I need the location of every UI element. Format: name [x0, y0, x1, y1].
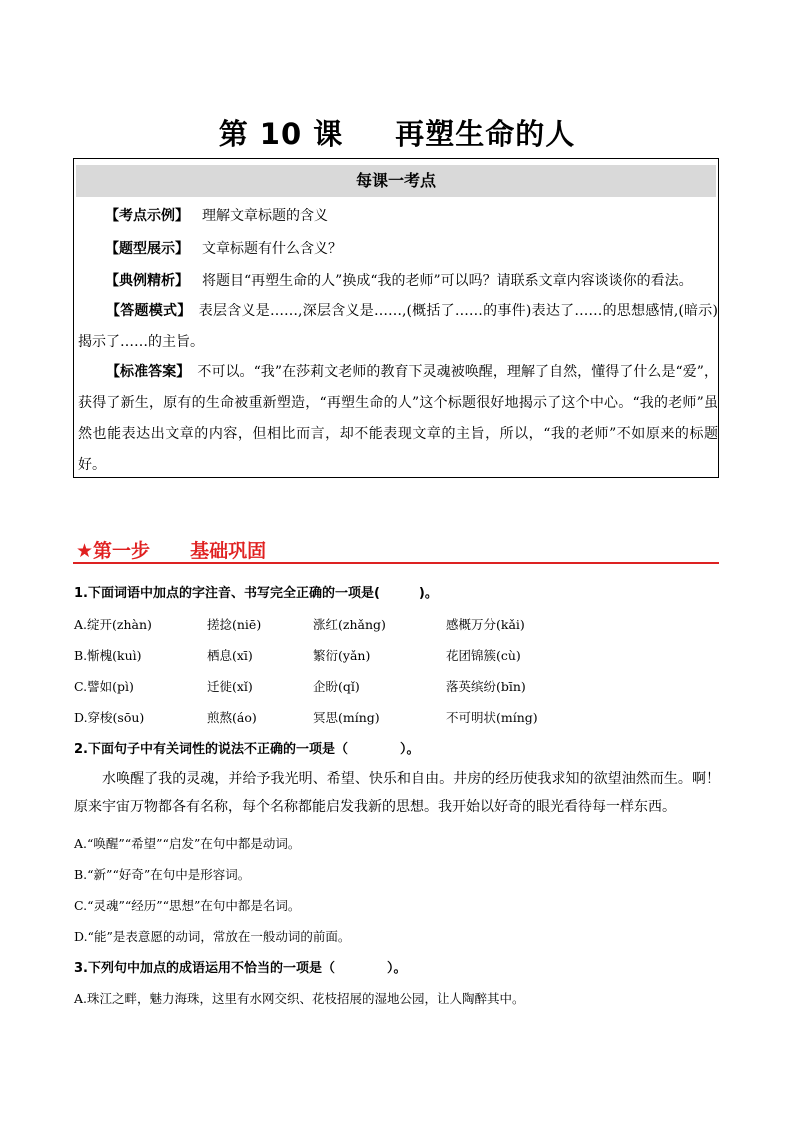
q2-option-a: A.“唤醒”“希望”“启发”在句中都是动词。	[74, 836, 301, 851]
step1-name: 基础巩固	[190, 540, 267, 562]
q1-option: 搓捻(niē)	[207, 617, 262, 632]
q1-option: B.惭槐(kuì)	[74, 648, 142, 663]
star-icon: ★	[76, 540, 94, 562]
mode-text: 表层含义是……,深层含义是……,(概括了……的事件)表达了……的思想感情,(暗示)揭示了……的主旨。	[78, 303, 719, 350]
type-text: 文章标题有什么含义？	[202, 241, 342, 257]
q1-option: D.穿梭(sōu)	[74, 710, 145, 725]
q1-option: A.绽开(zhàn)	[74, 617, 152, 632]
q1-option: 涨红(zhǎng)	[313, 617, 386, 632]
step1-label: 第一步	[93, 540, 151, 562]
q1-option: 不可明状(míng)	[446, 710, 538, 725]
q1-option: 落英缤纷(bīn)	[446, 679, 526, 694]
q1-option: 花团锦簇(cù)	[446, 648, 521, 663]
answer-label: 【标准答案】	[106, 364, 184, 380]
page-title	[0, 112, 794, 153]
example-text: 理解文章标题的含义	[202, 208, 328, 224]
q1-option: 栖息(xī)	[207, 648, 253, 663]
q3-stem: 3.下列句中加点的成语运用不恰当的一项是（ ）。	[74, 961, 407, 976]
mode-label: 【答题模式】	[106, 303, 185, 319]
q1-option: 繁衍(yǎn)	[313, 648, 371, 663]
lesson-name: 再塑生命的人	[395, 117, 576, 151]
q1-option: 企盼(qǐ)	[313, 679, 360, 694]
q2-option-d: D.“能”是表意愿的动词，常放在一般动词的前面。	[74, 929, 351, 944]
step1-heading	[76, 536, 266, 563]
q1-stem: 1.下面词语中加点的字注音、书写完全正确的一项是( )。	[74, 586, 438, 601]
lesson-number: 第 10 课	[218, 117, 344, 151]
q2-option-c: C.“灵魂”“经历”“思想”在句中都是名词。	[74, 898, 301, 913]
sample-text: 将题目“再塑生命的人”换成“我的老师”可以吗？请联系文章内容谈谈你的看法。	[202, 273, 693, 289]
kaodian-heading: 每课一考点	[76, 165, 716, 197]
q1-option: 冥思(míng)	[313, 710, 380, 725]
answer-text: 不可以。“我”在莎莉文老师的教育下灵魂被唤醒，理解了自然，懂得了什么是“爱”，获得了新生，原有的生命被重新塑造，“再塑生命的人”这个标题很好地揭示了这个中心。“我的老师”虽然也能表达出文章的内容，但相比而言，却不能表现文章的主旨，所以，“我的老师”不如原来的标题好。	[78, 364, 719, 473]
type-label: 【题型展示】	[105, 241, 189, 257]
example-label: 【考点示例】	[105, 208, 189, 224]
kaodian-example	[74, 201, 720, 231]
q1-option: 感概万分(kǎi)	[446, 617, 525, 632]
kaodian-mode	[78, 296, 718, 358]
q2-stem: 2.下面句子中有关词性的说法不正确的一项是（ ）。	[74, 742, 420, 757]
q1-option: 煎熬(áo)	[207, 710, 257, 725]
q2-option-b: B.“新”“好奇”在句中是形容词。	[74, 867, 251, 882]
kaodian-answer	[78, 357, 718, 481]
sample-label: 【典例精析】	[105, 273, 189, 289]
kaodian-sample	[74, 266, 720, 296]
q1-option: 迁徙(xǐ)	[207, 679, 253, 694]
step1-rule	[73, 562, 719, 564]
q2-passage: 水唤醒了我的灵魂，并给予我光明、希望、快乐和自由。井房的经历使我求知的欲望油然而生。啊！原来宇宙万物都各有名称，每个名称都能启发我新的思想。我开始以好奇的眼光看待每一样东西。	[74, 771, 720, 815]
q1-option: C.譬如(pì)	[74, 679, 134, 694]
kaodian-type	[74, 234, 720, 264]
q3-option-a: A.珠江之畔，魅力海珠，这里有水网交织、花枝招展的湿地公园，让人陶醉其中。	[74, 991, 525, 1006]
kaodian-box	[73, 158, 719, 478]
